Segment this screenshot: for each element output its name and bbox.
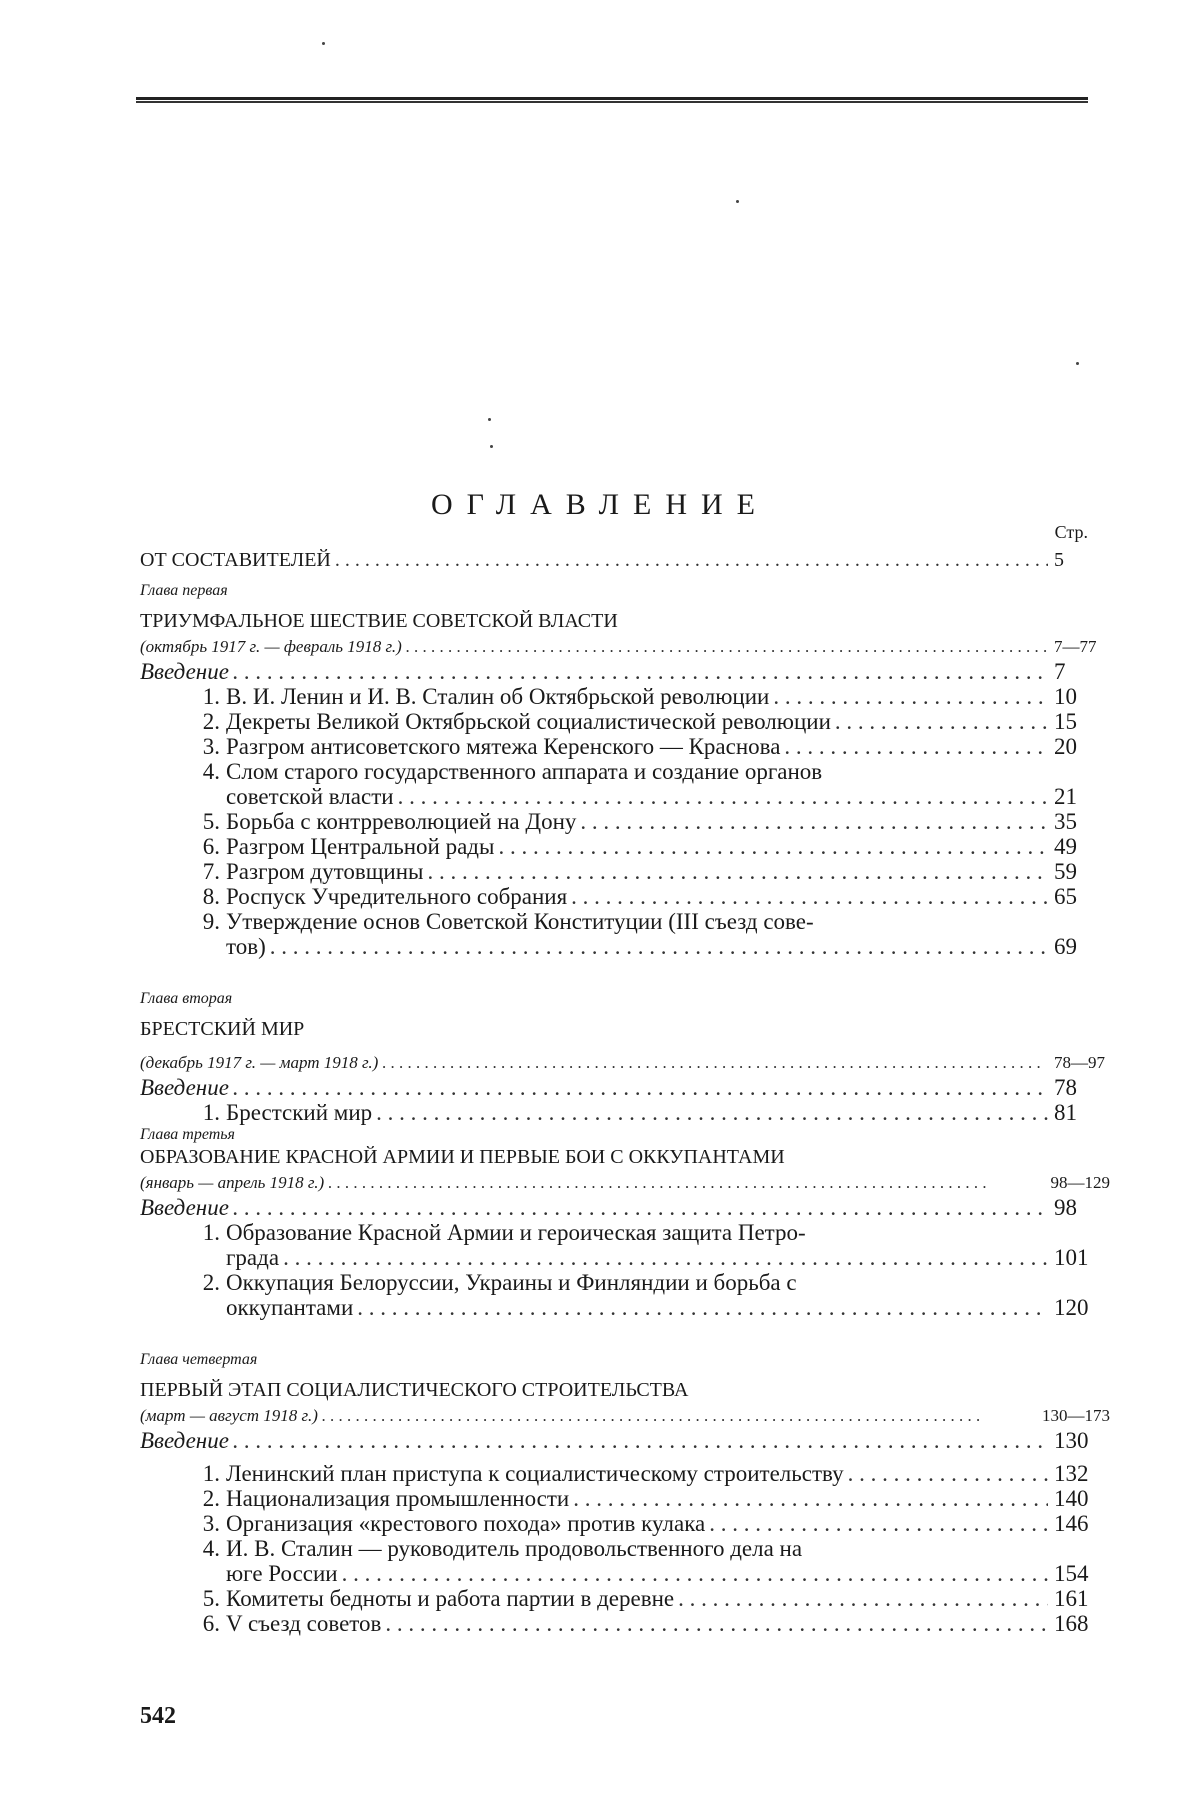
toc-entry-title <box>192 884 567 909</box>
chapter-title[interactable]: ТРИУМФАЛЬНОЕ ШЕСТВИЕ СОВЕТСКОЙ ВЛАСТИ <box>140 610 618 632</box>
toc-entry-page: 130—173 <box>1042 1406 1110 1425</box>
toc-entry-title <box>192 1220 806 1245</box>
toc-entry-title: (январь — апрель 1918 г.) <box>140 1173 325 1192</box>
toc-entry[interactable] <box>140 1100 1110 1125</box>
toc-entry[interactable] <box>140 1461 1110 1486</box>
toc-entry-page: 21 <box>1054 784 1077 809</box>
toc-entry-title: Оккупация Белоруссии, Украины и Финляндии и борьба с <box>226 1270 797 1295</box>
toc-entry-page: 69 <box>1054 934 1077 959</box>
leader-dots <box>769 684 1048 709</box>
leader-dots <box>353 1295 1048 1320</box>
toc-entry-page: 98 <box>1054 1195 1077 1220</box>
toc-entry-number: 4. <box>202 759 220 784</box>
table-of-contents <box>140 548 1110 1636</box>
toc-entry-number: 5. <box>202 1586 220 1611</box>
leader-dots <box>338 1561 1048 1586</box>
toc-entry-title: Слом старого государственного аппарата и создание органов <box>226 759 823 784</box>
spacer <box>140 573 1110 581</box>
toc-entry-title: Введение <box>140 1428 229 1453</box>
toc-entry-title: Организация «крестового похода» против кулака <box>226 1511 706 1536</box>
toc-entry-number: 7. <box>202 859 220 884</box>
toc-entry[interactable] <box>140 834 1110 859</box>
leader-dots <box>324 1170 1044 1195</box>
toc-entry-title: Борьба с контрреволюцией на Дону <box>226 809 577 834</box>
toc-entry-title: Брестский мир <box>226 1100 373 1125</box>
toc-entry[interactable] <box>140 1536 1110 1561</box>
toc-entry-title: Утверждение основ Советской Конституции (III съезд сове- <box>226 909 814 934</box>
toc-entry-title: БРЕСТСКИЙ МИР <box>140 1018 305 1040</box>
toc-entry-title <box>192 1486 569 1511</box>
toc-entry-title <box>192 1461 844 1486</box>
toc-entry-continued[interactable] <box>140 934 1110 959</box>
toc-entry[interactable] <box>140 1220 1110 1245</box>
toc-entry[interactable] <box>140 1611 1110 1636</box>
toc-entry-page: 81 <box>1054 1100 1077 1125</box>
spacer <box>140 1042 1110 1050</box>
page-title: ОГЛАВЛЕНИЕ <box>431 488 769 521</box>
toc-entry-number: 2. <box>202 1486 220 1511</box>
toc-entry-number: 9. <box>202 909 220 934</box>
toc-entry-number: 4. <box>202 1536 220 1561</box>
toc-entry-page: 98—129 <box>1050 1173 1110 1192</box>
leader-dots <box>378 1050 1048 1075</box>
toc-entry-number: 2. <box>202 709 220 734</box>
scan-speck <box>322 42 325 45</box>
chapter-dates <box>140 1170 1110 1195</box>
toc-entry-title: И. В. Сталин — руководитель продовольственного дела на <box>226 1536 803 1561</box>
leader-dots <box>394 784 1048 809</box>
scan-speck <box>488 418 491 421</box>
toc-entry-page: 161 <box>1054 1586 1089 1611</box>
toc-entry-title <box>192 684 769 709</box>
toc-entry-title <box>192 709 831 734</box>
toc-entry-continued[interactable] <box>140 1561 1110 1586</box>
toc-entry-number: 2. <box>202 1270 220 1295</box>
toc-entry-intro[interactable]: Введение . . . 7 <box>140 659 1110 684</box>
toc-entry-page: 140 <box>1054 1486 1089 1511</box>
chapter-dates: (октябрь 1917 г. — февраль 1918 г.) . . . 7—77 <box>140 634 1110 659</box>
toc-entry-title <box>192 834 494 859</box>
toc-entry-title: Разгром дутовщины <box>226 859 424 884</box>
toc-entry-title: Роспуск Учредительного собрания <box>226 884 568 909</box>
toc-entry-continued[interactable] <box>140 1245 1110 1270</box>
toc-entry-title: юге России <box>226 1561 338 1586</box>
toc-entry-page: 130 <box>1054 1428 1089 1453</box>
leader-dots <box>780 734 1048 759</box>
toc-entry-title: ПЕРВЫЙ ЭТАП СОЦИАЛИСТИЧЕСКОГО СТРОИТЕЛЬСТВА <box>140 1379 689 1401</box>
scan-speck <box>490 445 493 448</box>
toc-entry-title: Ленинский план приступа к социалистическому строительству <box>226 1461 844 1486</box>
toc-entry-title: града <box>226 1245 280 1270</box>
toc-entry-page: 154 <box>1054 1561 1089 1586</box>
toc-entry-title <box>192 1511 705 1536</box>
chapter-title[interactable] <box>140 1145 1110 1170</box>
toc-entry-number: 1. <box>202 1461 220 1486</box>
page-number: 542 <box>140 1703 176 1729</box>
leader-dots <box>423 859 1048 884</box>
toc-entry-title: Комитеты бедноты и работа партии в деревне <box>226 1586 675 1611</box>
toc-entry-title: Национализация промышленности <box>226 1486 570 1511</box>
toc-entry[interactable] <box>140 884 1110 909</box>
leader-dots <box>318 1403 1036 1428</box>
spacer <box>140 1453 1110 1461</box>
toc-entry-title: V съезд советов <box>226 1611 382 1636</box>
spacer <box>140 959 1110 989</box>
toc-entry-front[interactable] <box>140 548 1110 573</box>
toc-entry[interactable] <box>140 909 1110 934</box>
toc-entry-title: советской власти <box>226 784 394 809</box>
page-column-label: Стр. <box>1054 522 1088 542</box>
toc-entry-title <box>192 759 822 784</box>
leader-dots <box>381 1611 1048 1636</box>
toc-entry[interactable] <box>140 734 1110 759</box>
toc-entry-intro[interactable] <box>140 1195 1110 1220</box>
toc-entry-page: 49 <box>1054 834 1077 859</box>
leader-dots <box>705 1511 1048 1536</box>
chapter-dates <box>140 1050 1110 1075</box>
toc-entry-title <box>192 1270 797 1295</box>
toc-entry[interactable] <box>140 1270 1110 1295</box>
chapter-label: Глава четвертая <box>140 1351 258 1368</box>
toc-entry-title: Разгром антисоветского мятежа Керенского — Краснова <box>226 734 781 759</box>
spacer <box>140 601 1110 609</box>
leader-dots <box>576 809 1048 834</box>
toc-entry-title: тов) <box>226 934 266 959</box>
toc-entry-title: оккупантами <box>226 1295 354 1320</box>
toc-entry[interactable] <box>140 809 1110 834</box>
spacer <box>140 1370 1110 1378</box>
toc-entry-title <box>192 734 780 759</box>
leader-dots <box>229 1428 1048 1453</box>
toc-entry-page: 59 <box>1054 859 1077 884</box>
toc-entry[interactable] <box>140 1511 1110 1536</box>
scan-speck <box>736 200 739 203</box>
toc-entry-continued[interactable] <box>140 784 1110 809</box>
toc-entry-title <box>192 1586 674 1611</box>
toc-entry-page: 78 <box>1054 1075 1077 1100</box>
toc-entry-number: 5. <box>202 809 220 834</box>
chapter-label: Глава первая <box>140 582 228 599</box>
toc-entry-number: 1. <box>202 1220 220 1245</box>
toc-entry-number: 8. <box>202 884 220 909</box>
toc-entry-title <box>192 859 423 884</box>
toc-entry-title: ОТ СОСТАВИТЕЛЕЙ <box>140 549 331 571</box>
toc-entry-page: 5 <box>1054 549 1064 571</box>
toc-entry-number: 3. <box>202 734 220 759</box>
toc-entry-page: 168 <box>1054 1611 1089 1636</box>
toc-entry-page: 101 <box>1054 1245 1089 1270</box>
leader-dots <box>831 709 1048 734</box>
toc-entry-intro[interactable] <box>140 1075 1110 1100</box>
toc-entry-title: В. И. Ленин и И. В. Сталин об Октябрьской революции <box>226 684 770 709</box>
leader-dots <box>229 1075 1048 1100</box>
toc-entry-title <box>192 809 576 834</box>
toc-entry-page: 35 <box>1054 809 1077 834</box>
toc-entry-title: Декреты Великой Октябрьской социалистической революции <box>226 709 831 734</box>
toc-entry[interactable] <box>140 684 1110 709</box>
toc-entry-title <box>192 909 814 934</box>
toc-entry-page: 65 <box>1054 884 1077 909</box>
leader-dots <box>279 1245 1048 1270</box>
leader-dots <box>844 1461 1048 1486</box>
toc-entry-page: 78—97 <box>1054 1053 1105 1072</box>
toc-entry-page: 10 <box>1054 684 1077 709</box>
leader-dots <box>331 548 1048 573</box>
toc-entry-title: Образование Красной Армии и героическая защита Петро- <box>226 1220 806 1245</box>
spacer <box>140 1320 1110 1350</box>
toc-entry-number: 6. <box>202 834 220 859</box>
toc-entry-title <box>192 1536 802 1561</box>
toc-entry[interactable] <box>140 1586 1110 1611</box>
toc-entry-title <box>192 1100 372 1125</box>
toc-entry-intro[interactable] <box>140 1428 1110 1453</box>
chapter-title[interactable] <box>140 1017 1110 1042</box>
toc-entry-title: (март — август 1918 г.) <box>140 1406 318 1425</box>
leader-dots <box>266 934 1048 959</box>
toc-entry[interactable] <box>140 709 1110 734</box>
leader-dots <box>494 834 1048 859</box>
toc-entry-page: 132 <box>1054 1461 1089 1486</box>
scan-speck <box>1076 362 1079 365</box>
toc-entry-number: 1. <box>202 1100 220 1125</box>
toc-entry[interactable] <box>140 759 1110 784</box>
chapter-label: Глава вторая <box>140 990 233 1007</box>
toc-entry-page: 15 <box>1054 709 1077 734</box>
toc-entry[interactable] <box>140 859 1110 884</box>
chapter-label: Глава третья <box>140 1126 235 1143</box>
leader-dots <box>569 1486 1048 1511</box>
toc-entry-page: 20 <box>1054 734 1077 759</box>
toc-entry-number: 3. <box>202 1511 220 1536</box>
toc-entry-page: 120 <box>1054 1295 1089 1320</box>
toc-entry-title <box>192 1611 381 1636</box>
leader-dots <box>372 1100 1048 1125</box>
toc-entry-title: Введение <box>140 1195 229 1220</box>
toc-entry[interactable] <box>140 1486 1110 1511</box>
spacer <box>140 1009 1110 1017</box>
toc-entry-number: 6. <box>202 1611 220 1636</box>
toc-entry-number: 1. <box>202 684 220 709</box>
leader-dots <box>674 1586 1048 1611</box>
chapter-title[interactable] <box>140 1378 1110 1403</box>
toc-entry-continued[interactable] <box>140 1295 1110 1320</box>
chapter-dates <box>140 1403 1110 1428</box>
leader-dots <box>567 884 1048 909</box>
toc-entry-title: (декабрь 1917 г. — март 1918 г.) <box>140 1053 379 1072</box>
toc-entry-title: Введение <box>140 1075 229 1100</box>
top-rule <box>136 97 1088 103</box>
toc-entry-title: Разгром Центральной рады <box>226 834 495 859</box>
toc-entry-page: 146 <box>1054 1511 1089 1536</box>
leader-dots <box>229 1195 1048 1220</box>
toc-entry-title: ОБРАЗОВАНИЕ КРАСНОЙ АРМИИ И ПЕРВЫЕ БОИ С ОККУПАНТАМИ <box>140 1146 785 1168</box>
